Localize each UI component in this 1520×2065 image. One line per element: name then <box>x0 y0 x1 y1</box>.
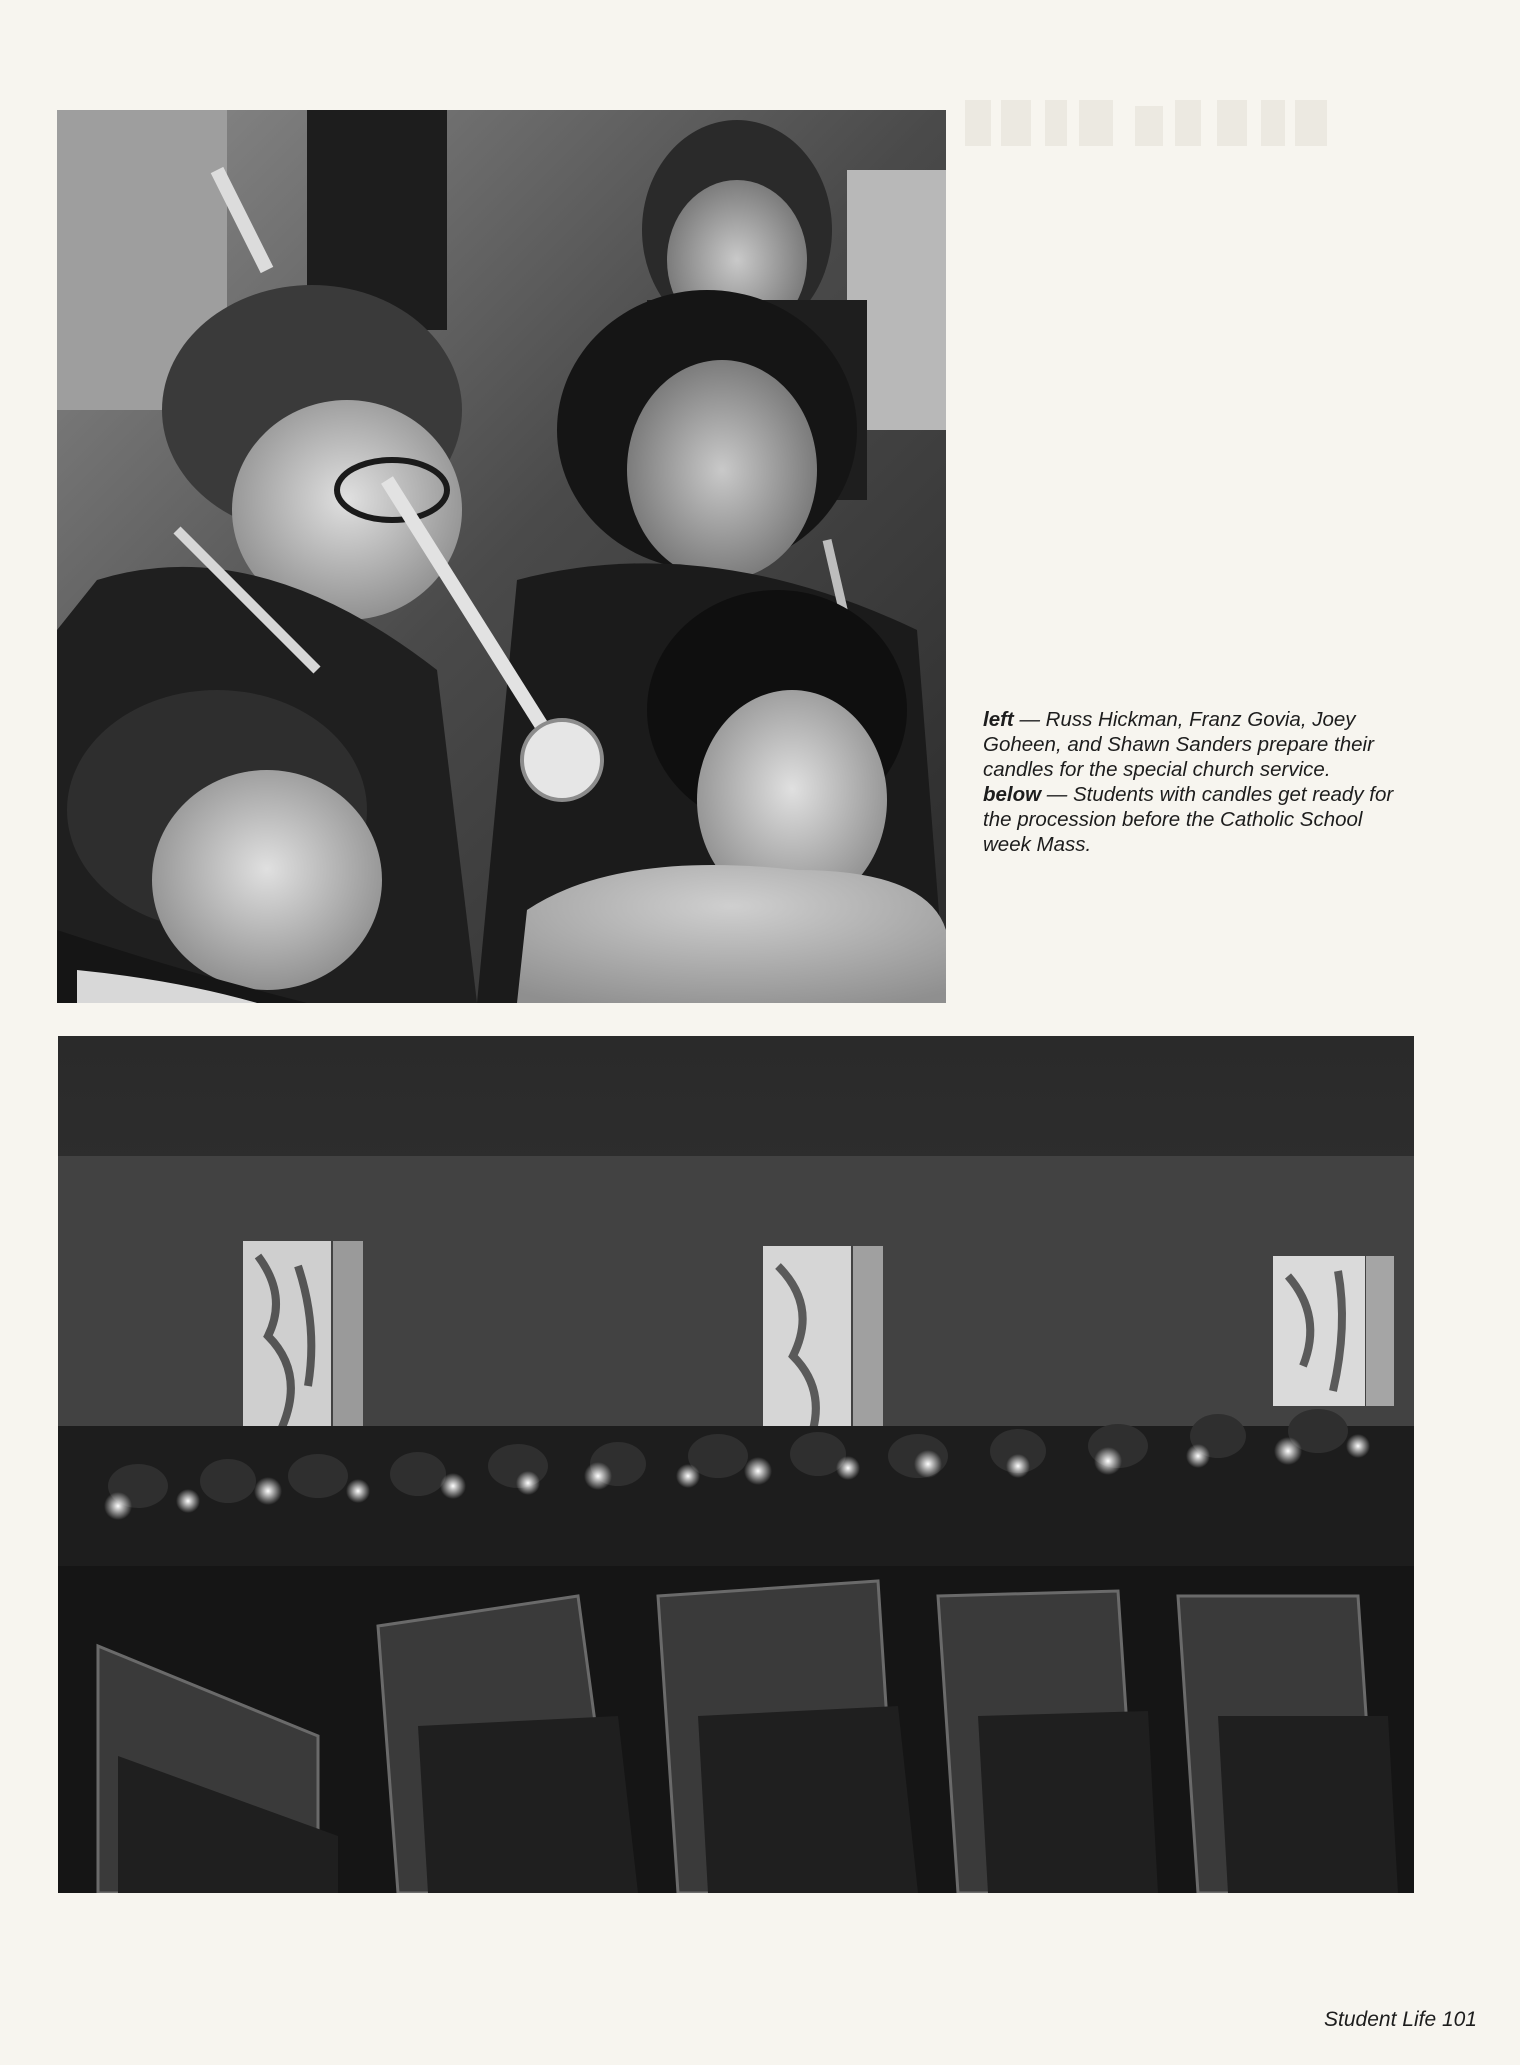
caption-below-text: — Students with candles get ready for the procession before the Catholic School week Mass. <box>983 783 1394 856</box>
caption-below-paragraph <box>983 782 1403 857</box>
photo-church-procession <box>58 1036 1414 1893</box>
stained-glass-window-right <box>1273 1256 1365 1406</box>
caption-left-paragraph <box>983 707 1403 782</box>
photo-caption <box>983 707 1403 857</box>
page-folio: Student Life 101 <box>1324 2008 1477 2031</box>
photo-students-candles <box>57 110 946 1003</box>
photo-church-procession-image <box>58 1036 1414 1893</box>
photo-students-candles-image <box>57 110 946 1003</box>
caption-left-keyword: left <box>983 708 1014 731</box>
show-through-artifact <box>955 80 1375 160</box>
caption-below-keyword: below <box>983 783 1042 806</box>
caption-left-text: — Russ Hickman, Franz Govia, Joey Goheen, and Shawn Sanders prepare their candles for the special church service. <box>983 708 1374 781</box>
